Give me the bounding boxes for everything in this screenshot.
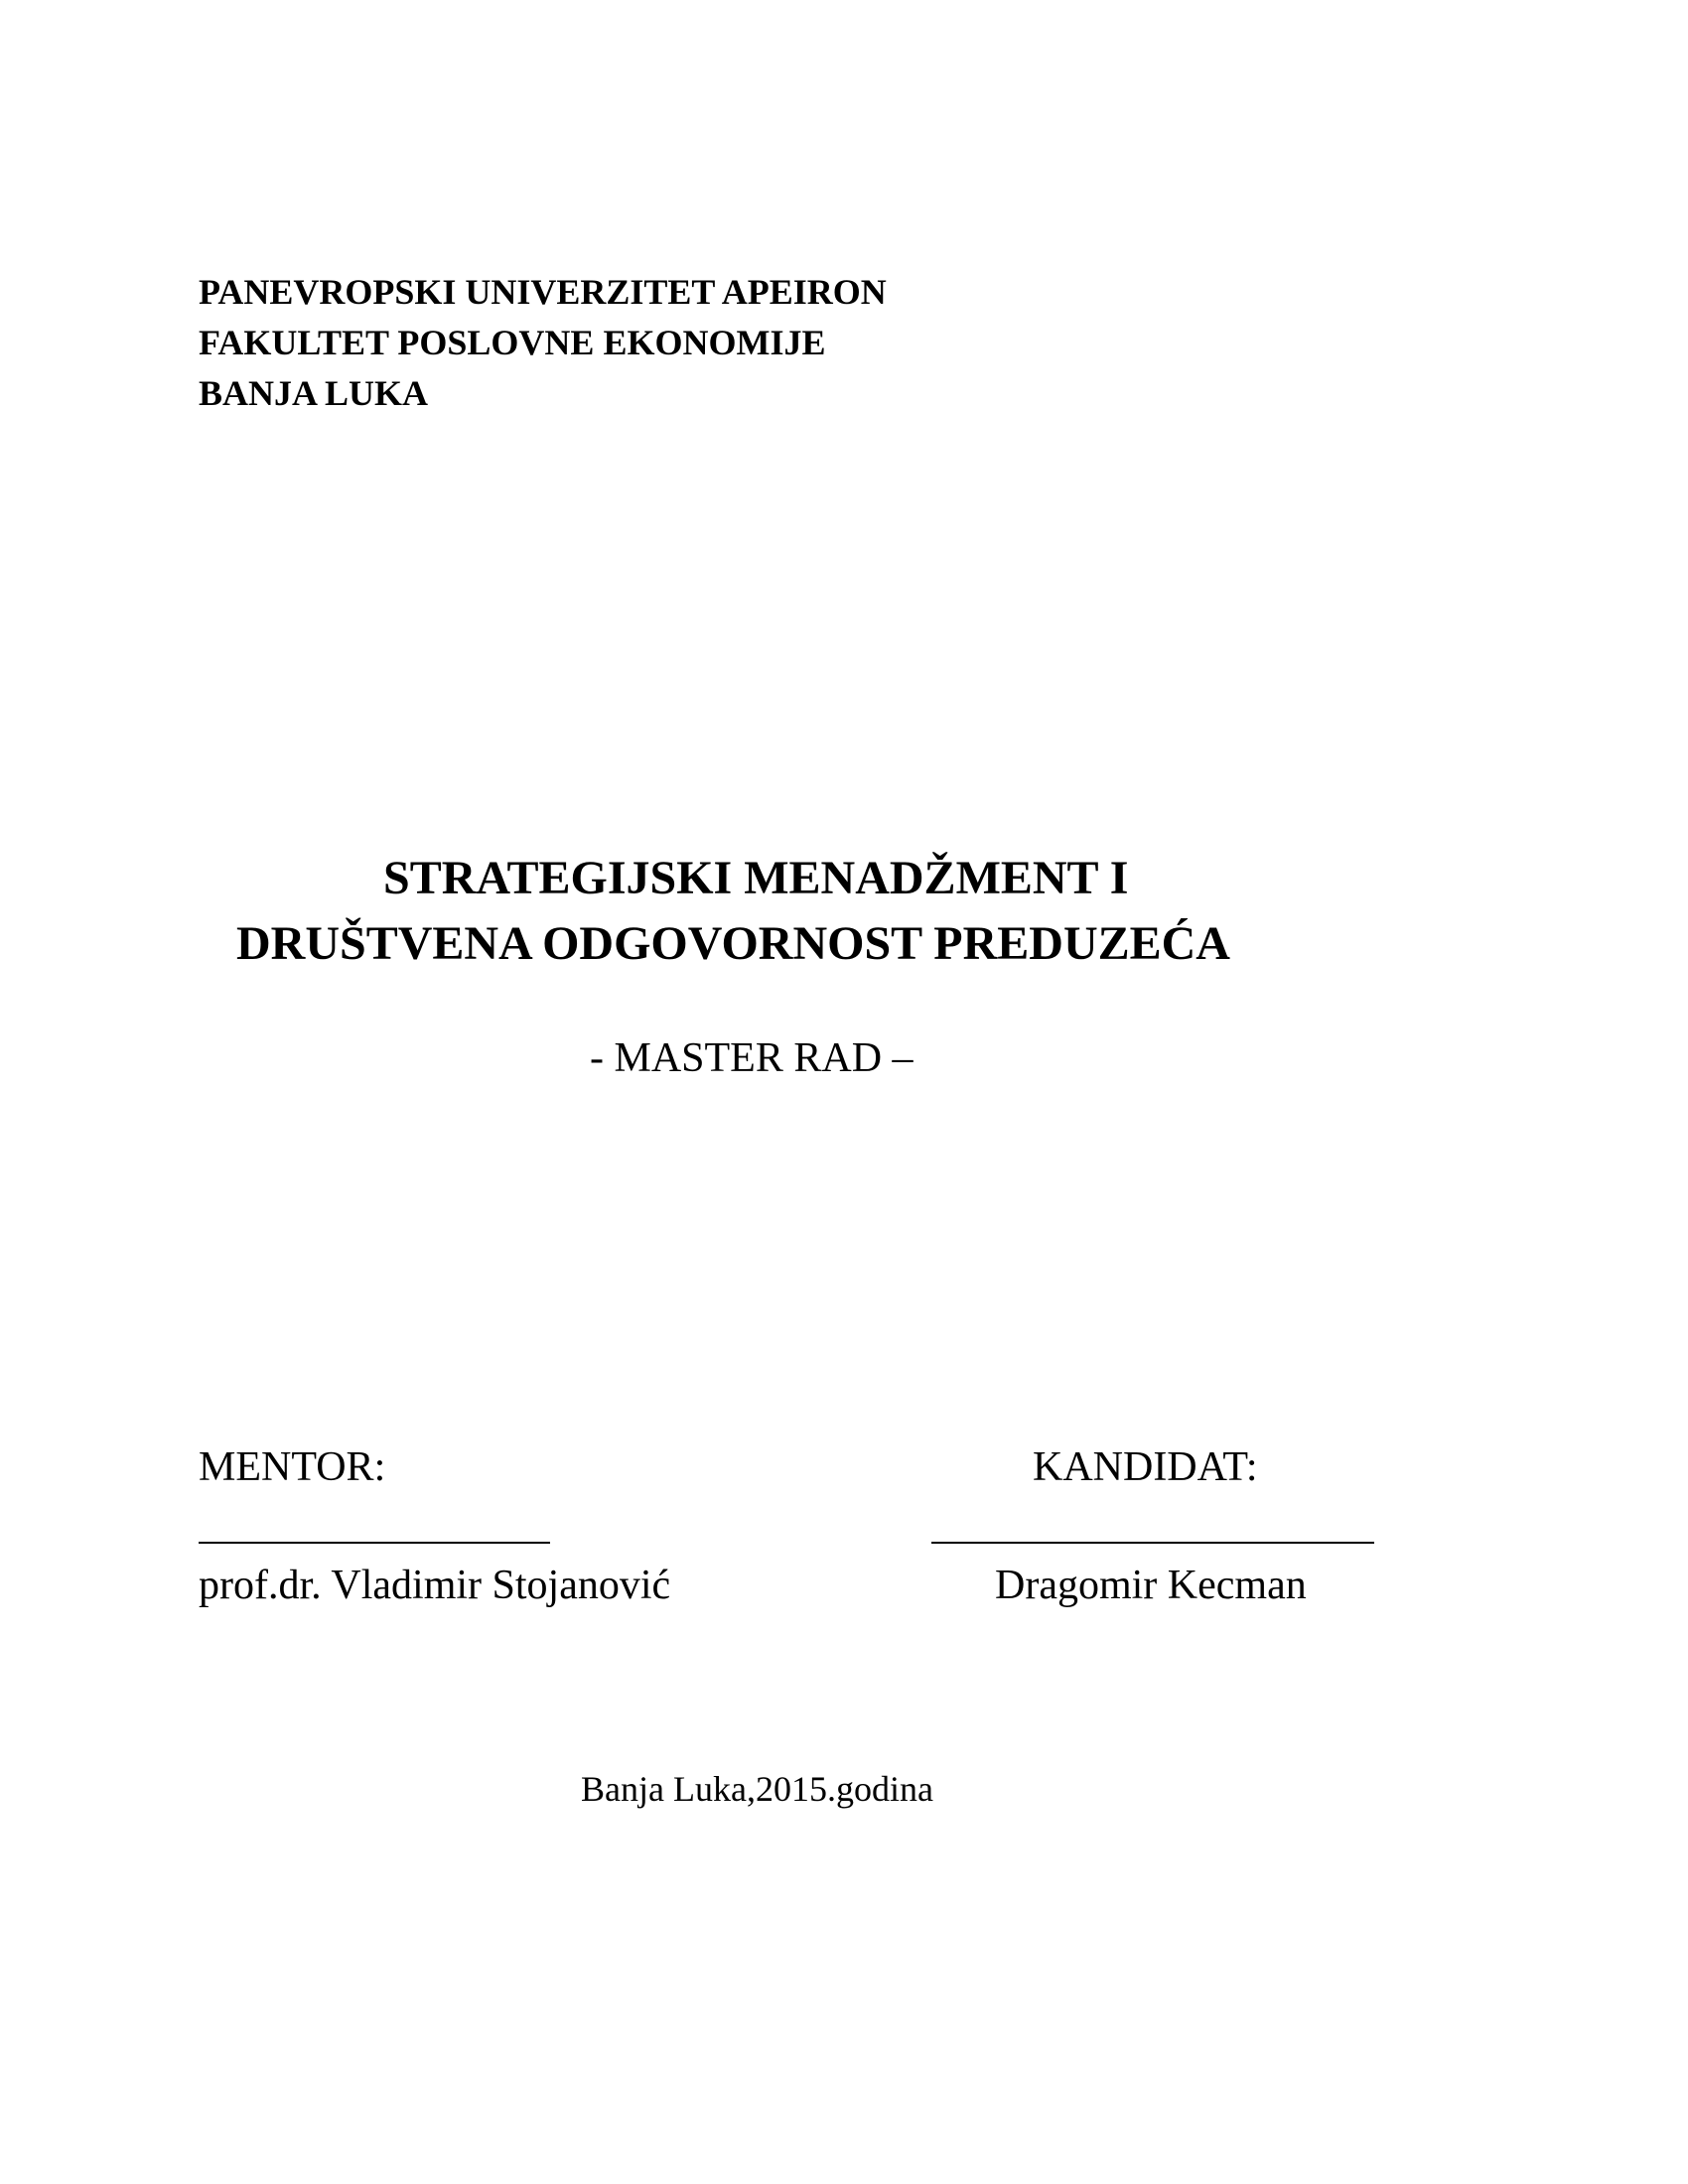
candidate-signature-line: [931, 1542, 1374, 1544]
mentor-label: MENTOR:: [199, 1444, 386, 1490]
thesis-title-line-2: DRUŠTVENA ODGOVORNOST PREDUZEĆA: [236, 917, 1230, 970]
mentor-name: prof.dr. Vladimir Stojanović: [199, 1563, 671, 1608]
mentor-signature-line: [199, 1542, 550, 1544]
university-name: PANEVROPSKI UNIVERZITET APEIRON: [199, 272, 887, 312]
faculty-name: FAKULTET POSLOVNE EKONOMIJE: [199, 323, 826, 362]
thesis-title-line-1: STRATEGIJSKI MENADŽMENT I: [383, 852, 1129, 904]
candidate-name: Dragomir Kecman: [995, 1563, 1307, 1608]
thesis-type: - MASTER RAD –: [590, 1035, 914, 1081]
place-and-date: Banja Luka,2015.godina: [581, 1769, 933, 1809]
institution-city: BANJA LUKA: [199, 373, 429, 413]
candidate-label: KANDIDAT:: [1033, 1444, 1258, 1490]
